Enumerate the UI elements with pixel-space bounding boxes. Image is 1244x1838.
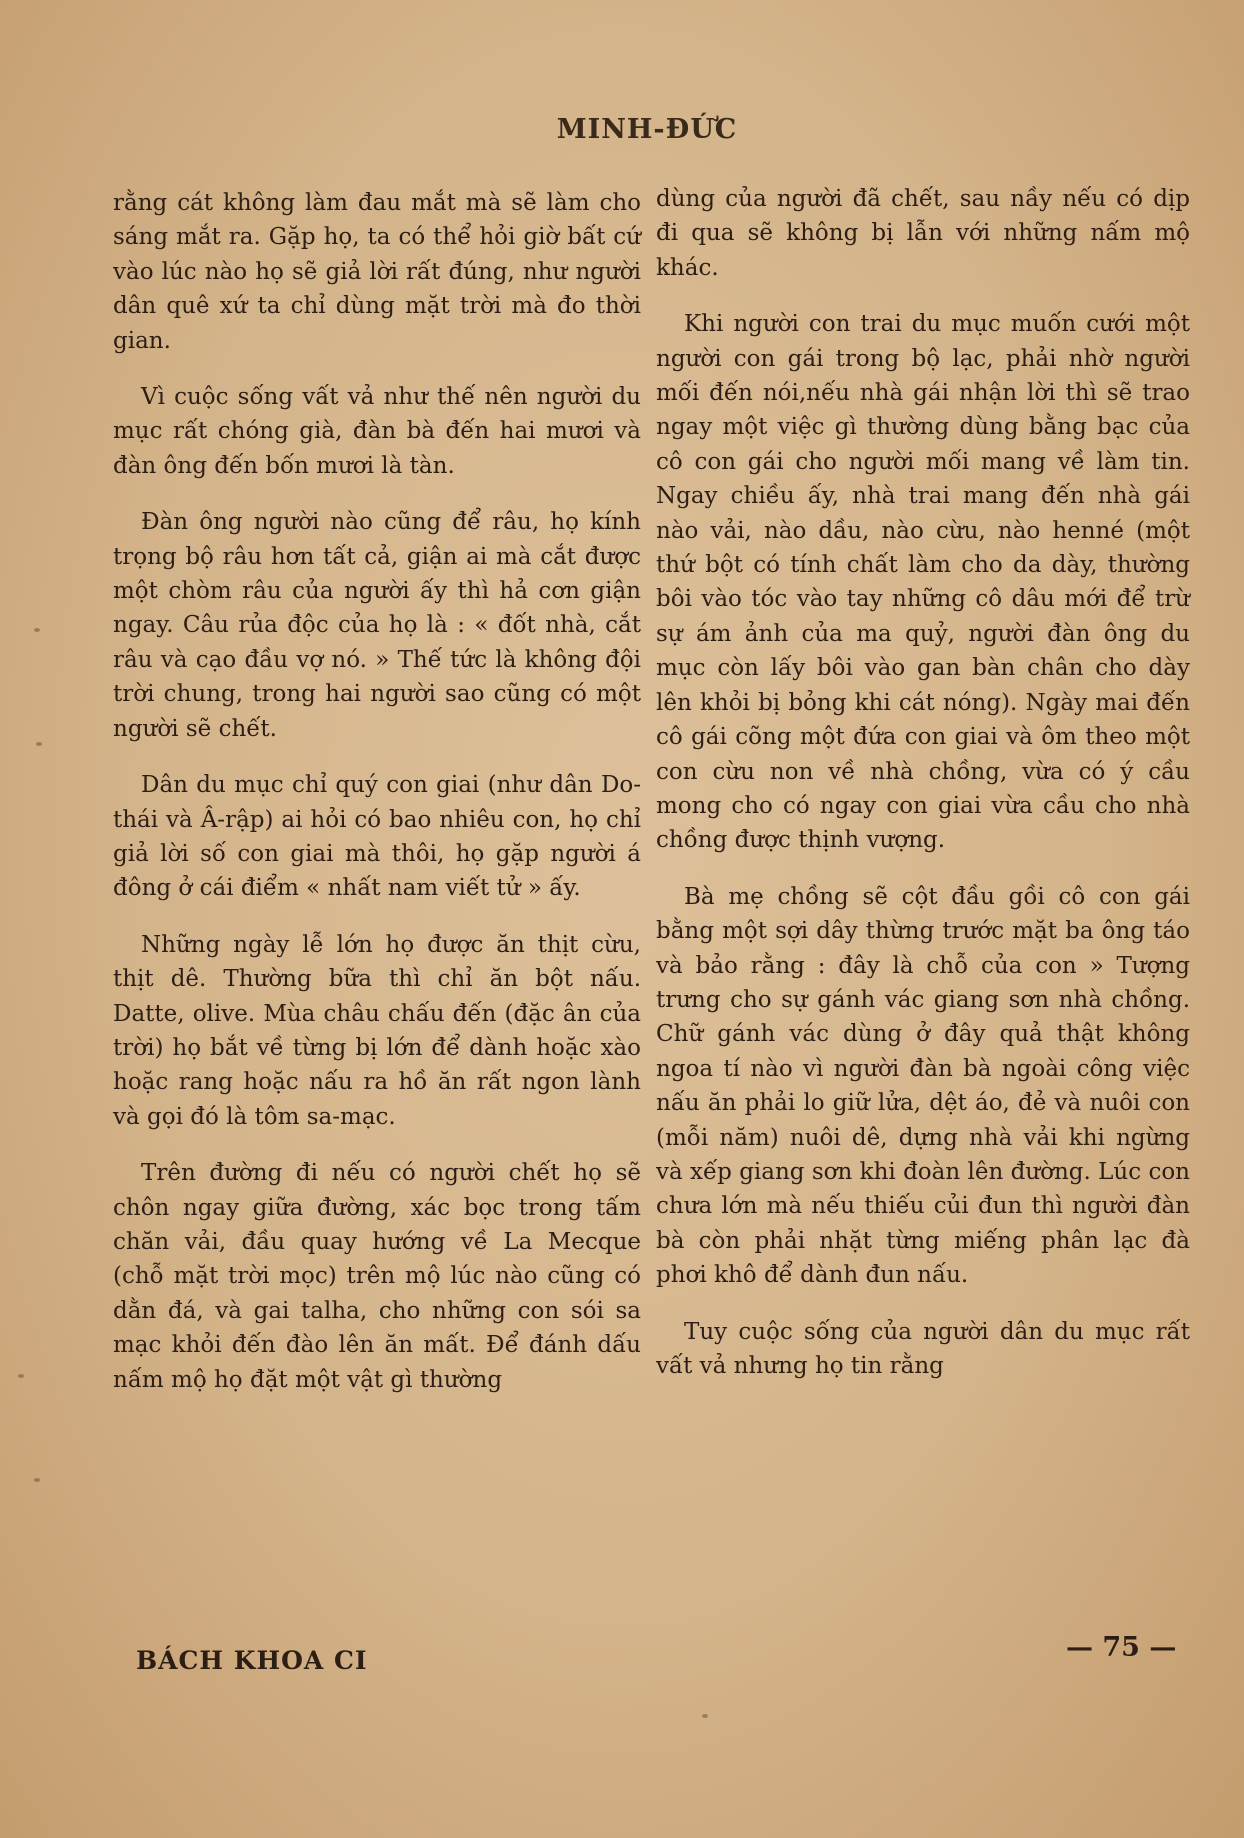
paragraph: Trên đường đi nếu có người chết họ sẽ chôn ngay giữa đường, xác bọc trong tấm chăn vải, đầu quay hướng về La Mecque (chỗ mặt trời mọc) trên mộ lúc nào cũng có dằn đá, và gai talha, cho những con sói sa mạc khỏi đến đào lên ăn mất. Để đánh dấu nấm mộ họ đặt một vật gì thường	[113, 1160, 641, 1393]
paragraph: Bà mẹ chồng sẽ cột đầu gồi cô con gái bằng một sợi dây thừng trước mặt ba ông táo và bảo rằng : đây là chỗ của con » Tượng trưng cho sự gánh vác giang sơn nhà chồng. Chữ gánh vác dùng ở đây quả thật không ngoa tí nào vì người đàn bà ngoài công việc nấu ăn phải lo giữ lửa, dệt áo, đẻ và nuôi con (mỗi năm) nuôi dê, dựng nhà vải khi ngừng và xếp giang sơn khi đoàn lên đường. Lúc con chưa lớn mà nếu thiếu củi đun thì người đàn bà còn phải nhặt từng miếng phân lạc đà phơi khô để dành đun nấu.	[656, 883, 1190, 1289]
paper-speck	[702, 1714, 708, 1718]
paragraph: rằng cát không làm đau mắt mà sẽ làm cho sáng mắt ra. Gặp họ, ta có thể hỏi giờ bất cứ vào lúc nào họ sẽ giả lời rất đúng, như người dân quê xứ ta chỉ dùng mặt trời mà đo thời gian.	[113, 190, 641, 354]
paragraph: Khi người con trai du mục muốn cưới một người con gái trong bộ lạc, phải nhờ người mối đến nói,nếu nhà gái nhận lời thì sẽ trao ngay một việc gì thường dùng bằng bạc của cô con gái cho người mối mang về làm tin. Ngay chiều ấy, nhà trai mang đến nhà gái nào vải, nào dầu, nào cừu, nào henné (một thứ bột có tính chất làm cho da dày, thường bôi vào tóc vào tay những cô dâu mới để trừ sự ám ảnh của ma quỷ, người đàn ông du mục còn lấy bôi vào gan bàn chân cho dày lên khỏi bị bỏng khi cát nóng). Ngày mai đến cô gái cõng một đứa con giai và ôm theo một con cừu non về nhà chồng, vừa có ý cầu mong cho có ngay con giai vừa cầu cho nhà chồng được thịnh vượng.	[656, 311, 1190, 854]
paper-speck	[18, 1374, 24, 1378]
paper-speck	[36, 742, 42, 746]
paper-speck	[34, 628, 40, 632]
paragraph: dùng của người đã chết, sau nầy nếu có dịp đi qua sẽ không bị lẫn với những nấm mộ khác.	[656, 186, 1190, 281]
paragraph: Những ngày lễ lớn họ được ăn thịt cừu, thịt dê. Thường bữa thì chỉ ăn bột nấu. Datte, olive. Mùa châu chấu đến (đặc ân của trời) họ bắt về từng bị lớn để dành hoặc xào hoặc rang hoặc nấu ra hồ ăn rất ngon lành và gọi đó là tôm sa-mạc.	[113, 931, 641, 1130]
paragraph: Tuy cuộc sống của người dân du mục rất vất vả nhưng họ tin rằng	[656, 1318, 1190, 1379]
left-column	[113, 186, 641, 1419]
paragraph: Vì cuộc sống vất vả như thế nên người du mục rất chóng già, đàn bà đến hai mươi và đàn ông đến bốn mươi là tàn.	[113, 384, 641, 479]
page-number: — 75 —	[1066, 1632, 1177, 1663]
paper-speck	[34, 1478, 40, 1482]
paragraph: Dân du mục chỉ quý con giai (như dân Do-thái và Â-rập) ai hỏi có bao nhiêu con, họ chỉ giả lời số con giai mà thôi, họ gặp người á đông ở cái điểm « nhất nam viết tử » ấy.	[113, 772, 641, 902]
running-header: MINH-ĐỨC	[556, 114, 738, 145]
paragraph: Đàn ông người nào cũng để râu, họ kính trọng bộ râu hơn tất cả, giận ai mà cắt được một chòm râu của người ấy thì hả cơn giận ngay. Câu rủa độc của họ là : « đốt nhà, cắt râu và cạo đầu vợ nó. » Thế tức là không đội trời chung, trong hai người sao cũng có một người sẽ chết.	[113, 509, 641, 742]
magazine-name: BÁCH KHOA CI	[136, 1646, 368, 1675]
right-column	[656, 182, 1190, 1405]
